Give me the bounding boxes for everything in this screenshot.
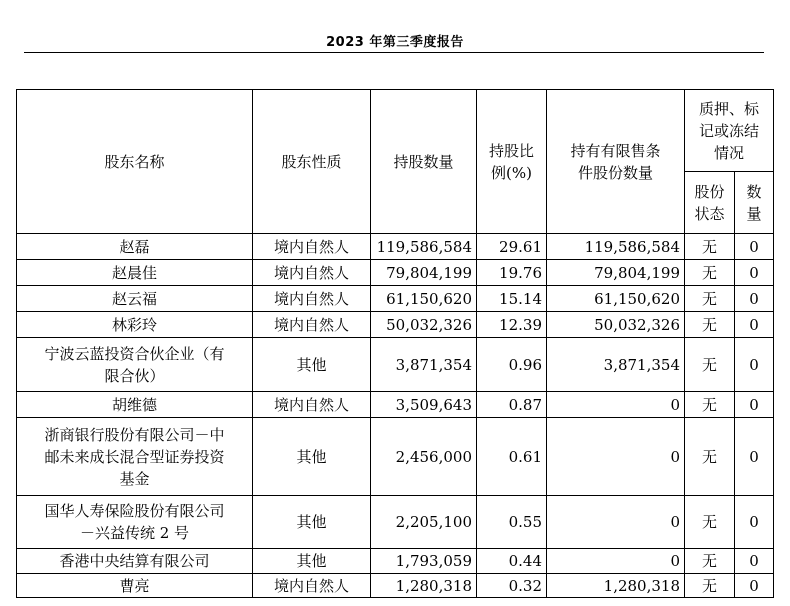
cell-nature: 其他	[253, 418, 371, 496]
cell-restricted: 0	[547, 418, 685, 496]
shareholder-name-line: 赵晨佳	[111, 263, 157, 282]
cell-shares: 2,205,100	[371, 496, 477, 549]
cell-ratio: 12.39	[477, 312, 547, 338]
shareholder-name-line: 限合伙）	[104, 366, 165, 385]
cell-shares: 3,509,643	[371, 392, 477, 418]
cell-shares: 1,793,059	[371, 549, 477, 574]
cell-pledge-qty: 0	[735, 392, 774, 418]
cell-restricted: 119,586,584	[547, 234, 685, 260]
report-title: 2023 年第三季度报告	[326, 35, 464, 50]
cell-nature: 境内自然人	[253, 260, 371, 286]
header-pledge-line: 情况	[714, 143, 745, 162]
shareholder-table	[16, 89, 774, 598]
header-qty-line: 量	[746, 204, 762, 223]
shareholder-name-line: 曹亮	[119, 576, 150, 595]
cell-shareholder-name	[17, 392, 253, 418]
cell-shares: 1,280,318	[371, 574, 477, 598]
shareholder-name-line: 国华人寿保险股份有限公司	[44, 502, 225, 520]
cell-shareholder-name	[17, 338, 253, 392]
cell-shares: 50,032,326	[371, 312, 477, 338]
header-ratio	[477, 90, 547, 234]
cell-nature: 其他	[253, 496, 371, 549]
shareholder-name-line: －兴益传统 2 号	[79, 524, 190, 542]
cell-ratio: 0.55	[477, 496, 547, 549]
cell-nature: 境内自然人	[253, 574, 371, 598]
shareholder-name-line: 基金	[119, 469, 150, 488]
header-status-line: 状态	[694, 204, 725, 223]
cell-restricted: 61,150,620	[547, 286, 685, 312]
header-ratio-line: 例(%)	[491, 163, 532, 182]
cell-ratio: 15.14	[477, 286, 547, 312]
table-row	[17, 338, 774, 392]
cell-restricted: 1,280,318	[547, 574, 685, 598]
cell-restricted: 0	[547, 496, 685, 549]
cell-pledge-status: 无	[685, 234, 735, 260]
header-restricted	[547, 90, 685, 234]
table-row	[17, 234, 774, 260]
cell-ratio: 19.76	[477, 260, 547, 286]
header-restricted-line: 持有有限售条	[570, 141, 661, 160]
cell-shareholder-name	[17, 549, 253, 574]
cell-restricted: 50,032,326	[547, 312, 685, 338]
cell-shareholder-name	[17, 260, 253, 286]
header-name-text: 股东名称	[104, 152, 165, 171]
header-pledge-line: 质押、标	[699, 99, 760, 118]
shareholder-name-line: 香港中央结算有限公司	[59, 552, 210, 570]
cell-nature: 境内自然人	[253, 234, 371, 260]
cell-pledge-qty: 0	[735, 338, 774, 392]
shareholder-name-line: 浙商银行股份有限公司－中	[44, 425, 225, 444]
cell-pledge-status: 无	[685, 260, 735, 286]
cell-pledge-qty: 0	[735, 286, 774, 312]
cell-shares: 79,804,199	[371, 260, 477, 286]
cell-nature: 境内自然人	[253, 286, 371, 312]
cell-ratio: 0.44	[477, 549, 547, 574]
cell-shareholder-name	[17, 312, 253, 338]
shareholder-name-line: 赵磊	[119, 237, 150, 256]
cell-pledge-qty: 0	[735, 418, 774, 496]
header-qty	[735, 172, 774, 234]
cell-pledge-qty: 0	[735, 549, 774, 574]
cell-ratio: 0.87	[477, 392, 547, 418]
table-row	[17, 312, 774, 338]
shareholder-name-line: 邮未来成长混合型证券投资	[44, 447, 225, 466]
cell-nature: 其他	[253, 549, 371, 574]
cell-pledge-qty: 0	[735, 574, 774, 598]
cell-restricted: 0	[547, 392, 685, 418]
header-qty-line: 数	[746, 182, 762, 201]
cell-shares: 119,586,584	[371, 234, 477, 260]
shareholder-name-line: 宁波云蓝投资合伙企业（有	[44, 344, 225, 363]
header-pledge-line: 记或冻结	[699, 121, 760, 140]
header-pledge	[685, 90, 774, 172]
header-restricted-line: 件股份数量	[577, 163, 653, 182]
header-name	[17, 90, 253, 234]
cell-nature: 其他	[253, 338, 371, 392]
cell-ratio: 0.61	[477, 418, 547, 496]
table-row	[17, 260, 774, 286]
table-row	[17, 418, 774, 496]
table-row	[17, 574, 774, 598]
cell-pledge-status: 无	[685, 418, 735, 496]
cell-pledge-status: 无	[685, 286, 735, 312]
header-rule	[24, 52, 764, 53]
cell-shareholder-name	[17, 234, 253, 260]
table-row	[17, 286, 774, 312]
table-row	[17, 549, 774, 574]
shareholder-name-line: 赵云福	[111, 289, 157, 308]
cell-restricted: 79,804,199	[547, 260, 685, 286]
cell-pledge-status: 无	[685, 574, 735, 598]
cell-ratio: 0.32	[477, 574, 547, 598]
cell-pledge-qty: 0	[735, 496, 774, 549]
cell-pledge-status: 无	[685, 392, 735, 418]
header-status-line: 股份	[694, 182, 725, 201]
cell-restricted: 3,871,354	[547, 338, 685, 392]
cell-pledge-qty: 0	[735, 234, 774, 260]
cell-shareholder-name	[17, 574, 253, 598]
header-shares	[371, 90, 477, 234]
header-status	[685, 172, 735, 234]
table-body	[17, 234, 774, 598]
cell-pledge-status: 无	[685, 496, 735, 549]
cell-pledge-qty: 0	[735, 260, 774, 286]
header-shares-text: 持股数量	[393, 152, 454, 171]
cell-restricted: 0	[547, 549, 685, 574]
cell-nature: 境内自然人	[253, 312, 371, 338]
cell-ratio: 29.61	[477, 234, 547, 260]
table-row	[17, 392, 774, 418]
cell-pledge-status: 无	[685, 312, 735, 338]
cell-pledge-status: 无	[685, 338, 735, 392]
shareholder-name-line: 林彩玲	[111, 315, 157, 334]
cell-nature: 境内自然人	[253, 392, 371, 418]
table-row	[17, 496, 774, 549]
cell-ratio: 0.96	[477, 338, 547, 392]
header-row-1	[17, 90, 774, 172]
cell-shares: 2,456,000	[371, 418, 477, 496]
cell-shares: 61,150,620	[371, 286, 477, 312]
cell-shareholder-name	[17, 496, 253, 549]
cell-shareholder-name	[17, 286, 253, 312]
cell-pledge-status: 无	[685, 549, 735, 574]
header-nature-text: 股东性质	[281, 152, 342, 171]
cell-shares: 3,871,354	[371, 338, 477, 392]
cell-shareholder-name	[17, 418, 253, 496]
shareholder-name-line: 胡维德	[111, 395, 157, 414]
cell-pledge-qty: 0	[735, 312, 774, 338]
header-nature	[253, 90, 371, 234]
header-ratio-line: 持股比	[488, 141, 534, 160]
